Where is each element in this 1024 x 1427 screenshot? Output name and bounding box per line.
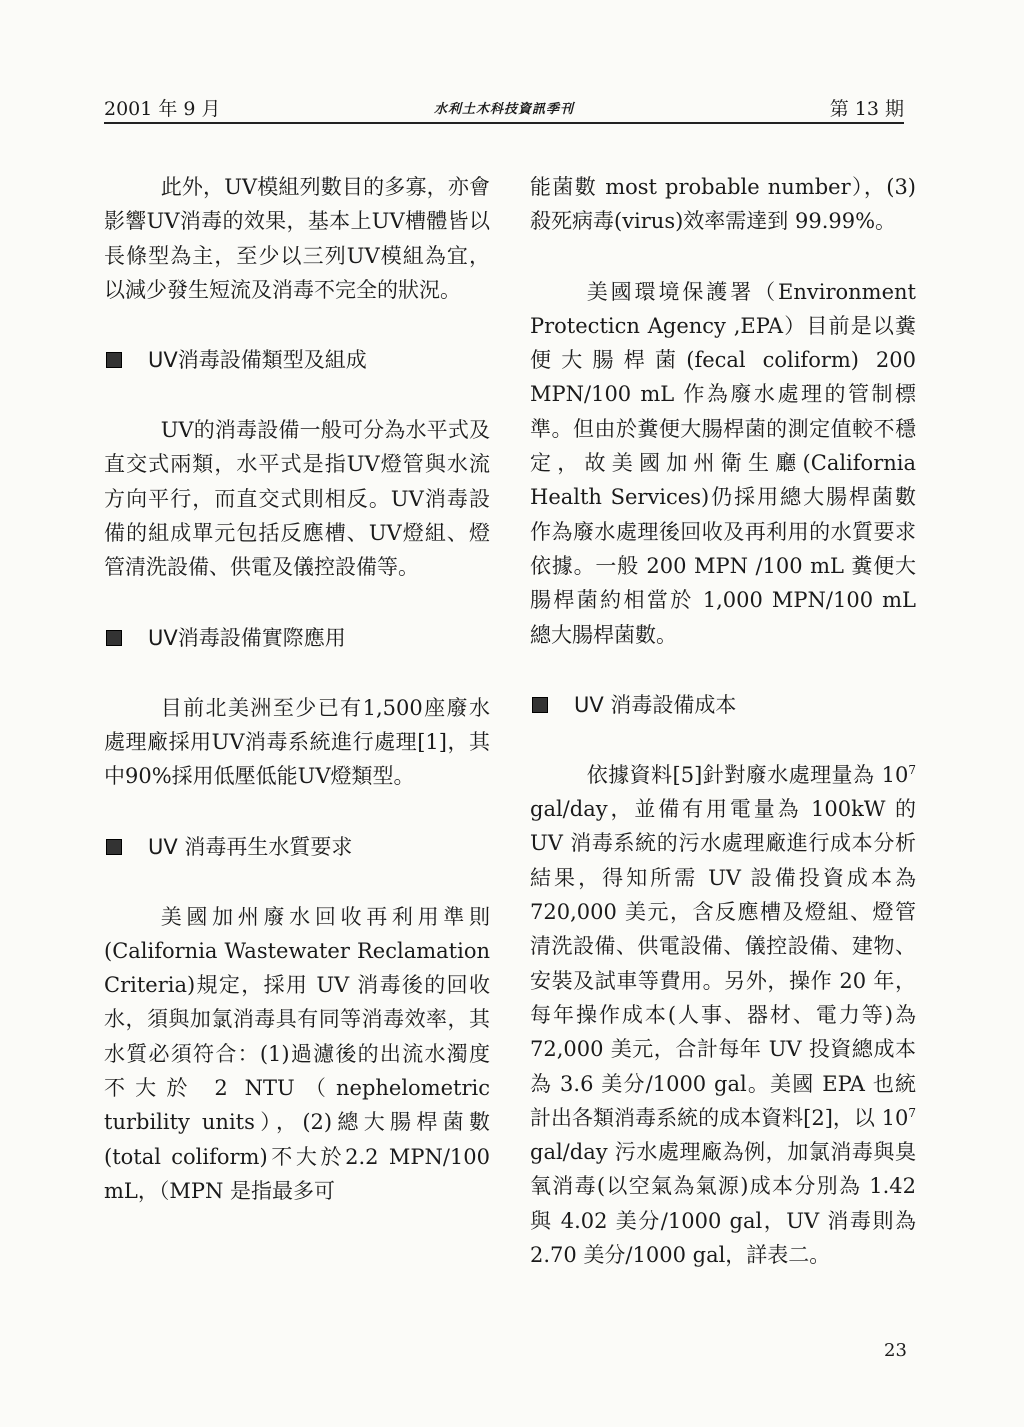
heading-text: UV 消毒設備成本 bbox=[574, 692, 737, 717]
header-journal-title: 水利土木科技資訊季刊 bbox=[434, 102, 575, 117]
square-bullet-icon bbox=[106, 630, 122, 646]
heading-text: UV消毒設備類型及組成 bbox=[148, 348, 367, 373]
cost-text-part-1: 依據資料[5]針對廢水處理量為 10 bbox=[586, 762, 909, 787]
exponent: 7 bbox=[908, 762, 916, 777]
page-header bbox=[104, 92, 904, 124]
square-bullet-icon bbox=[532, 697, 548, 713]
cost-text-part-3: gal/day 污水處理廠為例，加氯消毒與臭氧消毒(以空氣為氣源)成本分別為 1.42 與 4.02 美分/1000 gal，UV 消毒則為 2.70 美分/1000 gal，詳表二。 bbox=[530, 1140, 916, 1268]
section-heading-applications bbox=[104, 621, 490, 655]
intro-paragraph: 此外，UV模組列數目的多寡，亦會影響UV消毒的效果，基本上UV槽體皆以長條型為主，至少以三列UV模組為宜，以減少發生短流及消毒不完全的狀況。 bbox=[104, 175, 490, 302]
square-bullet-icon bbox=[106, 352, 122, 368]
header-date: 2001 年 9 月 bbox=[104, 98, 221, 120]
heading-text: UV消毒設備實際應用 bbox=[148, 625, 346, 650]
epa-paragraph: 美國環境保護署（Environment Protecticn Agency ,EPA）目前是以糞便大腸桿菌(fecal coliform) 200 MPN/100 mL 作為廢水處理的管制標準。但由於糞便大腸桿菌的測定值較不穩定，故美國加州衛生廳(California Health Services)仍採用總大腸桿菌數作為廢水處理後回收及再利用的水質要求依據。一般 200 MPN /100 mL 糞便大腸桿菌約相當於 1,000 MPN/100 mL 總大腸桿菌數。 bbox=[530, 279, 916, 647]
exponent: 7 bbox=[908, 1105, 916, 1120]
square-bullet-icon bbox=[106, 839, 122, 855]
water-quality-paragraph: 美國加州廢水回收再利用準則(California Wastewater Reclamation Criteria)規定，採用 UV 消毒後的回收水，須與加氯消毒具有同等消毒效率，其水質必須符合：(1)過濾後的出流水濁度不大於 2 NTU（nephelometric turbility units），(2)總大腸桿菌數(total coliform)不大於2.2 MPN/100 mL，（MPN 是指最多可 bbox=[104, 904, 490, 1203]
heading-text: UV 消毒再生水質要求 bbox=[148, 834, 353, 859]
left-column bbox=[104, 170, 490, 1208]
right-column bbox=[530, 170, 916, 1272]
page-number: 23 bbox=[884, 1340, 907, 1361]
header-issue: 第 13 期 bbox=[829, 98, 904, 120]
equipment-types-paragraph: UV的消毒設備一般可分為水平式及直交式兩類，水平式是指UV燈管與水流方向平行，而直交式則相反。UV消毒設備的組成單元包括反應槽、UV燈組、燈管清洗設備、供電及儀控設備等。 bbox=[104, 418, 490, 580]
continuation-paragraph: 能菌數 most probable number），(3)殺死病毒(virus)效率需達到 99.99%。 bbox=[530, 175, 916, 234]
cost-text-part-2: gal/day，並備有用電量為 100kW 的 UV 消毒系統的污水處理廠進行成本分析結果，得知所需 UV 設備投資成本為 720,000 美元，含反應槽及燈組、燈管清洗設備、供電設備、儀控設備、建物、安裝及試車等費用。另外，操作 20 年，每年操作成本(人事、器材、電力等)為 72,000 美元，合計每年 UV 投資總成本為 3.6 美分/1000 gal。美國 EPA 也統計出各類消毒系統的成本資料[2]，以 10 bbox=[530, 797, 916, 1130]
section-heading-water-quality bbox=[104, 830, 490, 864]
section-heading-equipment-types bbox=[104, 343, 490, 377]
applications-paragraph: 目前北美洲至少已有1,500座廢水處理廠採用UV消毒系統進行處理[1]，其中90%採用低壓低能UV燈類型。 bbox=[104, 695, 490, 789]
section-heading-cost bbox=[530, 688, 916, 722]
cost-paragraph bbox=[530, 758, 916, 1272]
